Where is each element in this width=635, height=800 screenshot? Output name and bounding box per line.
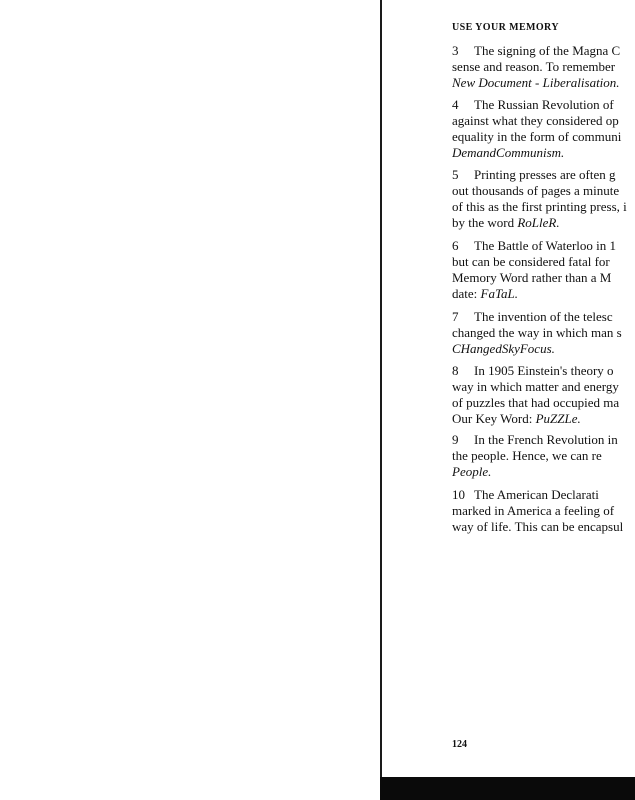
paragraph-line xyxy=(452,448,635,464)
line-text: the people. Hence, we can re xyxy=(452,448,602,463)
numbered-paragraph xyxy=(452,43,635,91)
book-page xyxy=(452,0,635,777)
paragraph-line xyxy=(452,286,635,302)
numbered-paragraph xyxy=(452,309,635,357)
paragraph-line xyxy=(452,325,635,341)
book-spine-shadow xyxy=(380,0,382,780)
line-text: sense and reason. To remember xyxy=(452,59,616,74)
line-text: by the word RoLleR. xyxy=(452,215,560,230)
line-text: equality in the form of communi xyxy=(452,129,622,144)
line-text: marked in America a feeling of xyxy=(452,503,615,518)
line-text: Printing presses are often g xyxy=(474,167,616,182)
paragraph-line xyxy=(452,379,635,395)
numbered-paragraph xyxy=(452,97,635,161)
line-text: of this as the first printing press, i xyxy=(452,199,627,214)
page-number: 124 xyxy=(452,739,467,750)
line-text: The invention of the telesc xyxy=(474,309,613,324)
line-text: In the French Revolution in xyxy=(474,432,618,447)
numbered-paragraph xyxy=(452,432,635,480)
paragraph-line xyxy=(452,43,635,59)
line-text: DemandCommunism. xyxy=(452,145,565,160)
line-text: Our Key Word: PuZZLe. xyxy=(452,411,581,426)
paragraph-line xyxy=(452,464,635,480)
paragraph-line xyxy=(452,432,635,448)
paragraph-line xyxy=(452,59,635,75)
paragraph-number: 10 xyxy=(452,487,465,502)
paragraph-number: 4 xyxy=(452,97,459,112)
paragraph-line xyxy=(452,341,635,357)
paragraph-number: 3 xyxy=(452,43,459,58)
line-text: of puzzles that had occupied ma xyxy=(452,395,620,410)
paragraph-line xyxy=(452,411,635,427)
numbered-paragraph xyxy=(452,363,635,427)
paragraph-number: 6 xyxy=(452,238,459,253)
line-text: The signing of the Magna C xyxy=(474,43,621,58)
line-text: People. xyxy=(452,464,492,479)
paragraph-line xyxy=(452,199,635,215)
line-text: way of life. This can be encapsul xyxy=(452,519,624,534)
paragraph-line xyxy=(452,145,635,161)
numbered-paragraph xyxy=(452,167,635,231)
paragraph-number: 9 xyxy=(452,432,459,447)
line-text: date: FaTaL. xyxy=(452,286,518,301)
paragraph-line xyxy=(452,395,635,411)
line-text: In 1905 Einstein's theory o xyxy=(474,363,614,378)
paragraph-line xyxy=(452,519,635,535)
paragraph-line xyxy=(452,215,635,231)
paragraph-line xyxy=(452,270,635,286)
paragraph-line xyxy=(452,129,635,145)
line-text: The Battle of Waterloo in 1 xyxy=(474,238,617,253)
numbered-paragraph xyxy=(452,238,635,302)
paragraph-line xyxy=(452,167,635,183)
paragraph-line xyxy=(452,503,635,519)
paragraph-line xyxy=(452,254,635,270)
line-text: New Document - Liberalisation. xyxy=(452,75,620,90)
paragraph-line xyxy=(452,183,635,199)
line-text: The American Declarati xyxy=(474,487,599,502)
paragraph-line xyxy=(452,487,635,503)
paragraph-number: 5 xyxy=(452,167,459,182)
paragraph-line xyxy=(452,309,635,325)
paragraph-line xyxy=(452,238,635,254)
paragraph-number: 8 xyxy=(452,363,459,378)
paragraph-line xyxy=(452,97,635,113)
paragraph-line xyxy=(452,75,635,91)
line-text: but can be considered fatal for xyxy=(452,254,610,269)
paragraph-number: 7 xyxy=(452,309,459,324)
running-head: USE YOUR MEMORY xyxy=(452,22,559,33)
scan-edge-bar xyxy=(380,777,635,800)
paragraph-line xyxy=(452,113,635,129)
paragraph-line xyxy=(452,363,635,379)
line-text: changed the way in which man s xyxy=(452,325,622,340)
numbered-paragraph xyxy=(452,487,635,535)
line-text: CHangedSkyFocus. xyxy=(452,341,555,356)
line-text: against what they considered op xyxy=(452,113,619,128)
line-text: out thousands of pages a minute xyxy=(452,183,620,198)
line-text: The Russian Revolution of xyxy=(474,97,614,112)
line-text: way in which matter and energy xyxy=(452,379,619,394)
line-text: Memory Word rather than a M xyxy=(452,270,612,285)
